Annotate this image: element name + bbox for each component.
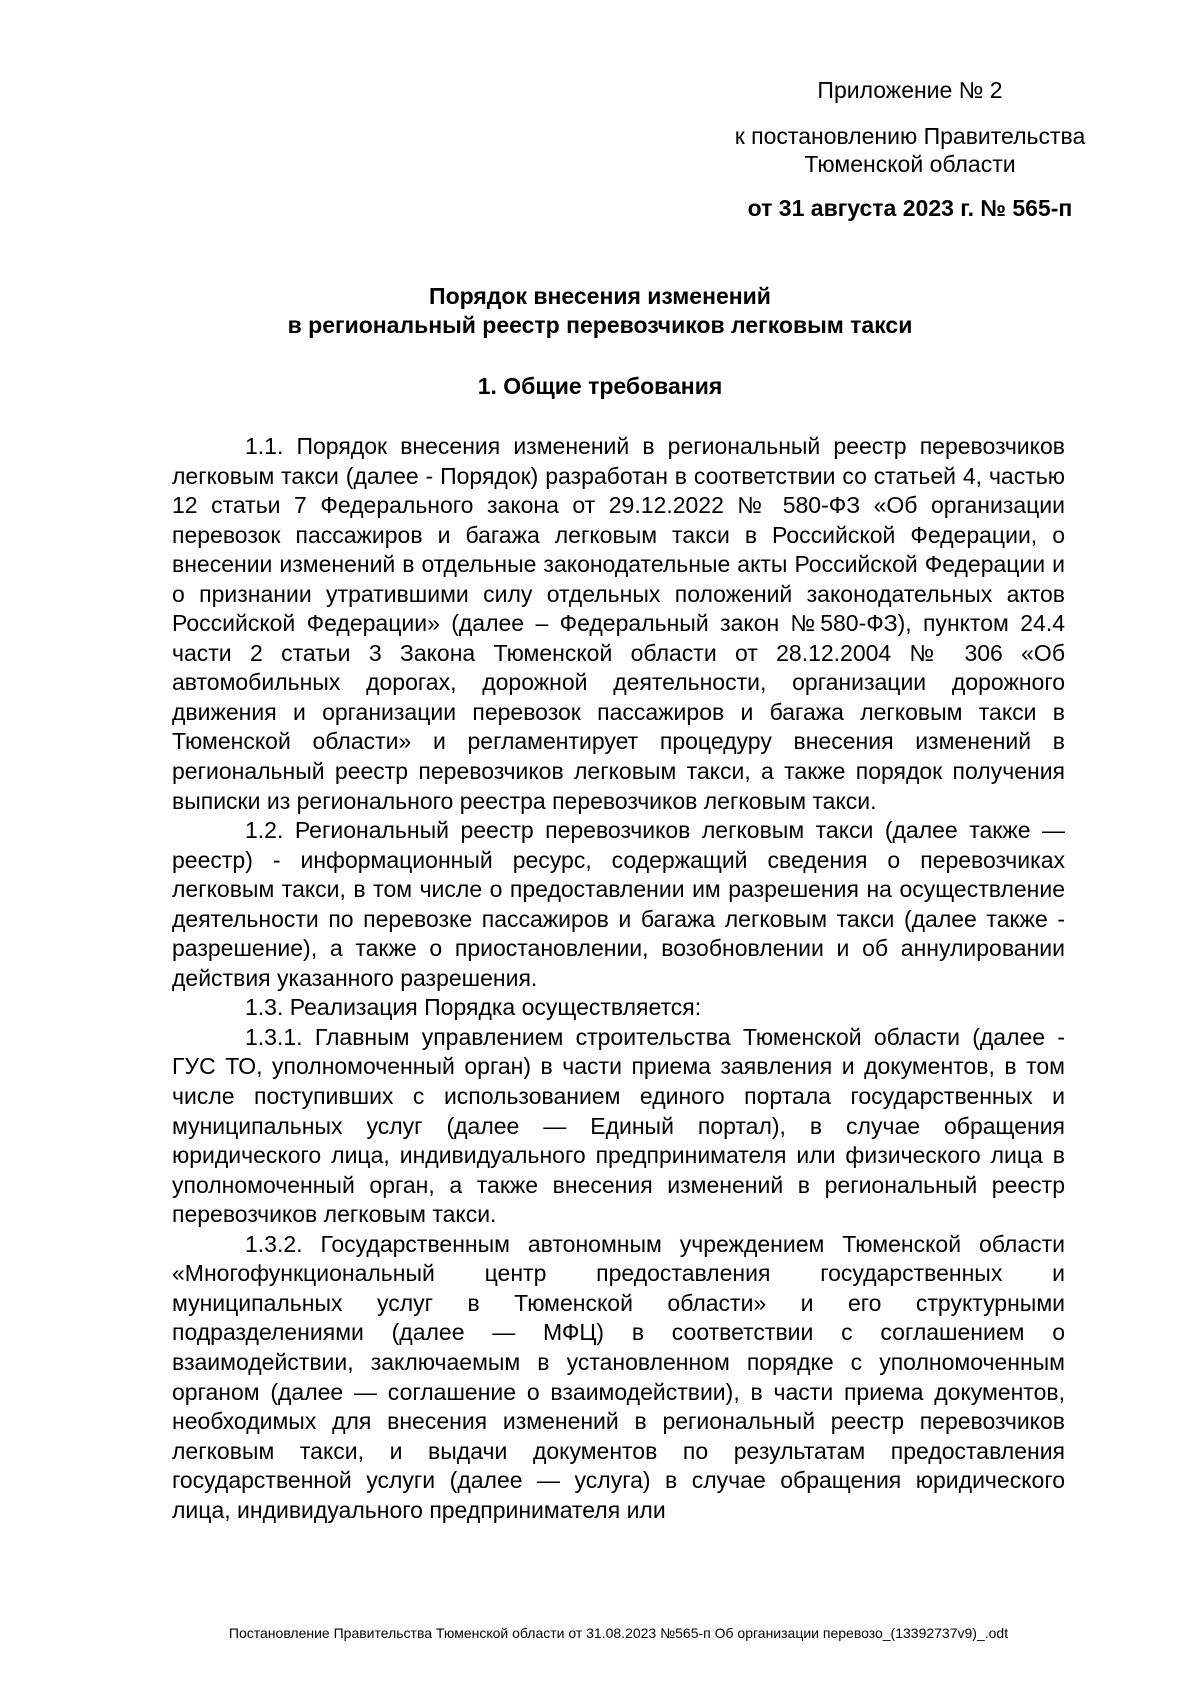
paragraph-1-3-1: 1.3.1. Главным управлением строительства Тюменской области (далее - ГУС ТО, уполномоченный орган) в части приема заявления и документов, в том числе поступивших с использованием единого портала государственных и муниципальных услуг (далее — Единый портал), в случае обращения юридического лица, индивидуального предпринимателя или физического лица в уполномоченный орган, а также внесения изменений в региональный реестр перевозчиков легковым такси. [172,1023,1065,1228]
title-line-1: Порядок внесения изменений [429,283,771,309]
paragraph-1-3-2: 1.3.2. Государственным автономным учреждением Тюменской области «Многофункциональный центр предоставления государственных и муниципальных услуг в Тюменской области» и его структурными подразделениями (далее — МФЦ) в соответствии с соглашением о взаимодействии, заключаемым в установленном порядке с уполномоченным органом (далее — соглашение о взаимодействии), в части приема документов, необходимых для внесения изменений в региональный реестр перевозчиков легковым такси, и выдачи документов по результатам предоставления государственной услуги (далее — услуга) в случае обращения юридического лица, индивидуального предпринимателя или [172,1230,1065,1523]
paragraph-1-2: 1.2. Региональный реестр перевозчиков легковым такси (далее также — реестр) - информационный ресурс, содержащий сведения о перевозчиках легковым такси, в том числе о предоставлении им разрешения на осуществление деятельности по перевозке пассажиров и багажа легковым такси (далее также - разрешение), а также о приостановлении, возобновлении и об аннулировании действия указанного разрешения. [172,817,1065,991]
decree-reference-line-1: к постановлению Правительства [734,123,1086,149]
decree-date-number: от 31 августа 2023 г. № 565-п [747,195,1073,221]
paragraph-1-3: 1.3. Реализация Порядка осуществляется: [245,994,702,1021]
annex-number: Приложение № 2 [817,77,1003,103]
paragraph-1-1: 1.1. Порядок внесения изменений в региональный реестр перевозчиков легковым такси (далее - Порядок) разработан в соответствии со статьей 4, частью 12 статьи 7 Федерального закона от 29.12.2022 № 580-ФЗ «Об организации перевозок пассажиров и багажа легковым такси в Российской Федерации, о внесении изменений в отдельные законодательные акты Российской Федерации и о признании утратившими силу отдельных положений законодательных актов Российской Федерации» (далее – Федеральный закон №580-ФЗ), пунктом 24.4 части 2 статьи 3 Закона Тюменской области от 28.12.2004 № 306 «Об автомобильных дорогах, дорожной деятельности, организации дорожного движения и организации перевозок пассажиров и багажа легковым такси в Тюменской области» и регламентирует процедуру внесения изменений в региональный реестр перевозчиков легковым такси, а также порядок получения выписки из регионального реестра перевозчиков легковым такси. [172,433,1065,814]
decree-reference-line-2: Тюменской области [804,151,1016,177]
section-heading: 1. Общие требования [477,373,723,399]
document-title [160,282,1040,340]
page-footer: Постановление Правительства Тюменской области от 31.08.2023 №565-п Об организации перевозо_(13392737v9)_.odt [228,1625,1009,1641]
document-body [172,432,1065,1525]
title-line-2: в региональный реестр перевозчиков легковым такси [287,312,913,338]
